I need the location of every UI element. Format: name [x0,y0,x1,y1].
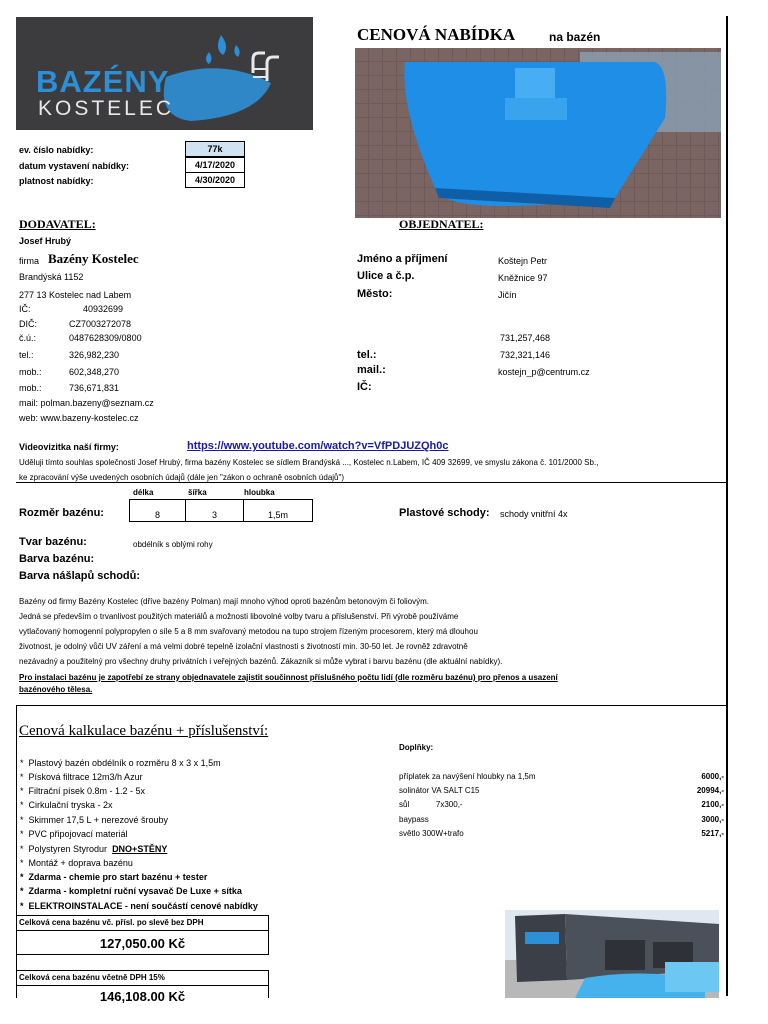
addon-3-name: sůl 7x300,- [399,800,463,809]
supplier-firm: Bazény Kostelec [48,251,139,266]
description-line-4: životnost, je odolný vůči UV záření a má velmi dobré tepelně izolační vlastnosti s životností min. 30-50 let. Je rovněž zdravotně [19,642,468,651]
description-line-5: nezávadný a použitelný pro všechny druhy privátních i veřejných bazénů. Zákazník si může vybrat i barvu bazénu (dle aktuální nabídky). [19,657,503,666]
supplier-street: Brandýská 1152 [19,272,84,282]
total-net-label: Celková cena bazénu vč. přísl. po slevě bez DPH [19,918,204,927]
customer-phone-extra: 731,257,468 [500,333,551,343]
calc-item-5: * Skimmer 17,5 L + nerezové šrouby [20,815,168,825]
offer-number-label: ev. číslo nabídky: [19,145,94,155]
calc-item-9: * Zdarma - chemie pro start bazénu + tester [20,872,208,882]
calc-item-1: * Plastový bazén obdélník o rozměru 8 x 3 x 1,5m [20,758,221,768]
calc-item-6: * PVC připojovací materiál [20,829,128,839]
customer-tel: 732,321,146 [500,350,551,360]
company-logo [16,17,313,130]
total-net-box [16,915,269,955]
customer-tel-label: tel.: [357,349,377,361]
total-vat-box [16,970,269,1004]
customer-street-label: Ulice a č.p. [357,270,415,282]
calc-item-7: * Polystyren Styrodur DNO+STĚNY [20,844,168,854]
supplier-mob2-label: mob.: [19,383,42,393]
addon-2-price: 20994,- [696,786,724,795]
logo-line1: BAZÉNY [36,64,170,99]
validity-label: platnost nabídky: [19,176,94,186]
addon-5-price: 5217,- [701,829,724,838]
install-note-2: bazénového tělesa. [19,685,93,694]
calc-item-4: * Cirkulační tryska - 2x [20,800,113,810]
supplier-heading: DODAVATEL: [19,217,96,231]
issue-date-label: datum vystavení nabídky: [19,161,130,171]
showroom-photo [505,910,719,998]
supplier-ic: 40932699 [83,304,124,314]
supplier-firm-prefix: firma [19,256,39,266]
col-length-header: délka [133,488,154,497]
calc-item-11: * ELEKTROINSTALACE - není součástí cenové nabídky [20,901,258,911]
customer-mail: kostejn_p@centrum.cz [498,367,590,377]
video-label: Videovizitka naší firmy: [19,442,119,452]
description-line-2: Jedná se především o trvanlivost použitých materiálů a možnosti libovolné volby tvaru a příslušenství. Při výrobě používáme [19,612,459,621]
page-subtitle: na bazén [549,30,601,44]
col-depth-header: hloubka [244,488,275,497]
customer-mail-label: mail.: [357,364,386,376]
calc-item-8: * Montáž + doprava bazénu [20,858,133,868]
supplier-ic-label: IČ: [19,304,31,314]
addon-2-name: solinátor VA SALT C15 [399,786,480,795]
supplier-account: 0487628309/0800 [69,333,142,343]
calc-item-3: * Filtrační písek 0.8m - 1.2 - 5x [20,786,146,796]
addon-4-price: 3000,- [701,815,724,824]
pool-depth-cell: 1,5m [243,499,313,522]
addon-3-price: 2100,- [701,800,724,809]
pool-width-cell: 3 [185,499,244,522]
shape-value: obdélník s oblými rohy [133,540,213,549]
pool-size-label: Rozměr bazénu: [19,507,104,519]
description-line-1: Bazény od firmy Bazény Kostelec (dříve bazény Polman) mají mnoho výhod oproti bazénům betonovým či foliovým. [19,597,429,606]
logo-line2: KOSTELEC [38,97,175,120]
stairs-value: schody vnitřní 4x [500,509,568,519]
customer-city-label: Město: [357,288,393,300]
divider-2 [16,705,728,706]
stairs-label: Plastové schody: [399,507,490,519]
validity-value: 4/30/2020 [185,172,245,188]
addon-1-price: 6000,- [701,772,724,781]
supplier-tel-label: tel.: [19,350,34,360]
consent-line1: Uděluji tímto souhlas společnosti Josef Hrubý, firma bazény Kostelec se sídlem Brandýská ..., Kostelec n.Labem, IČ 409 32699, ve smyslu zákona č. 101/2000 Sb., [19,458,599,467]
supplier-name: Josef Hrubý [19,236,72,246]
customer-ic-label: IČ: [357,381,372,393]
total-vat-label: Celková cena bazénu včetně DPH 15% [19,973,165,982]
consent-line2: ke zpracování výše uvedených osobních údajů (dále jen "zákon o ochraně osobních údajů") [19,473,344,482]
supplier-city: 277 13 Kostelec nad Labem [19,290,132,300]
supplier-web: web: www.bazeny-kostelec.cz [19,413,139,423]
supplier-mob1: 602,348,270 [69,367,120,377]
issue-date-value: 4/17/2020 [185,157,245,173]
addon-5-name: světlo 300W+trafo [399,829,464,838]
shape-label: Tvar bazénu: [19,536,87,548]
supplier-dic-label: DIČ: [19,319,37,329]
customer-city: Jičín [498,290,517,300]
supplier-dic: CZ7003272078 [69,319,132,329]
calc-item-10: * Zdarma - kompletní ruční vysavač De Luxe + sítka [20,886,242,896]
supplier-mob1-label: mob.: [19,367,42,377]
customer-name: Koštejn Petr [498,256,548,266]
customer-street: Kněžnice 97 [498,273,548,283]
divider-1 [16,482,728,483]
step-color-label: Barva nášlapů schodů: [19,570,141,582]
addon-4-name: baypass [399,815,429,824]
calc-heading: Cenová kalkulace bazénu + příslušenství: [19,723,269,739]
supplier-mail: mail: polman.bazeny@seznam.cz [19,398,154,408]
supplier-account-label: č.ú.: [19,333,37,343]
frame-right-border [726,16,728,996]
addons-heading: Doplňky: [399,743,434,752]
supplier-tel: 326,982,230 [69,350,120,360]
pool-length-cell: 8 [129,499,186,522]
pool-photo [355,48,721,218]
customer-name-label: Jméno a příjmení [357,253,448,265]
description-line-3: vytlačovaný homogenní polypropylen o síle 5 a 8 mm svařovaný metodou na tupo strojem řízeným procesorem, který má dlouhou [19,627,478,636]
video-link[interactable]: https://www.youtube.com/watch?v=VfPDJUZQh0c [187,440,449,452]
col-width-header: šířka [188,488,207,497]
page-title: CENOVÁ NABÍDKA [357,25,516,44]
total-vat-value: 146,108.00 Kč [99,989,186,1004]
install-note-1: Pro instalaci bazénu je zapotřebí ze strany objednavatele zajistit součinnost příslušného počtu lidí (dle rozměru bazénu) pro přenos a usazení [19,673,558,682]
addon-1-name: příplatek za navýšení hloubky na 1,5m [399,772,536,781]
customer-heading: OBJEDNATEL: [399,217,484,231]
color-label: Barva bazénu: [19,553,95,565]
supplier-mob2: 736,671,831 [69,383,120,393]
total-net-value: 127,050.00 Kč [99,936,186,951]
offer-number-value: 77k [185,141,245,157]
calc-item-2: * Písková filtrace 12m3/h Azur [20,772,143,782]
